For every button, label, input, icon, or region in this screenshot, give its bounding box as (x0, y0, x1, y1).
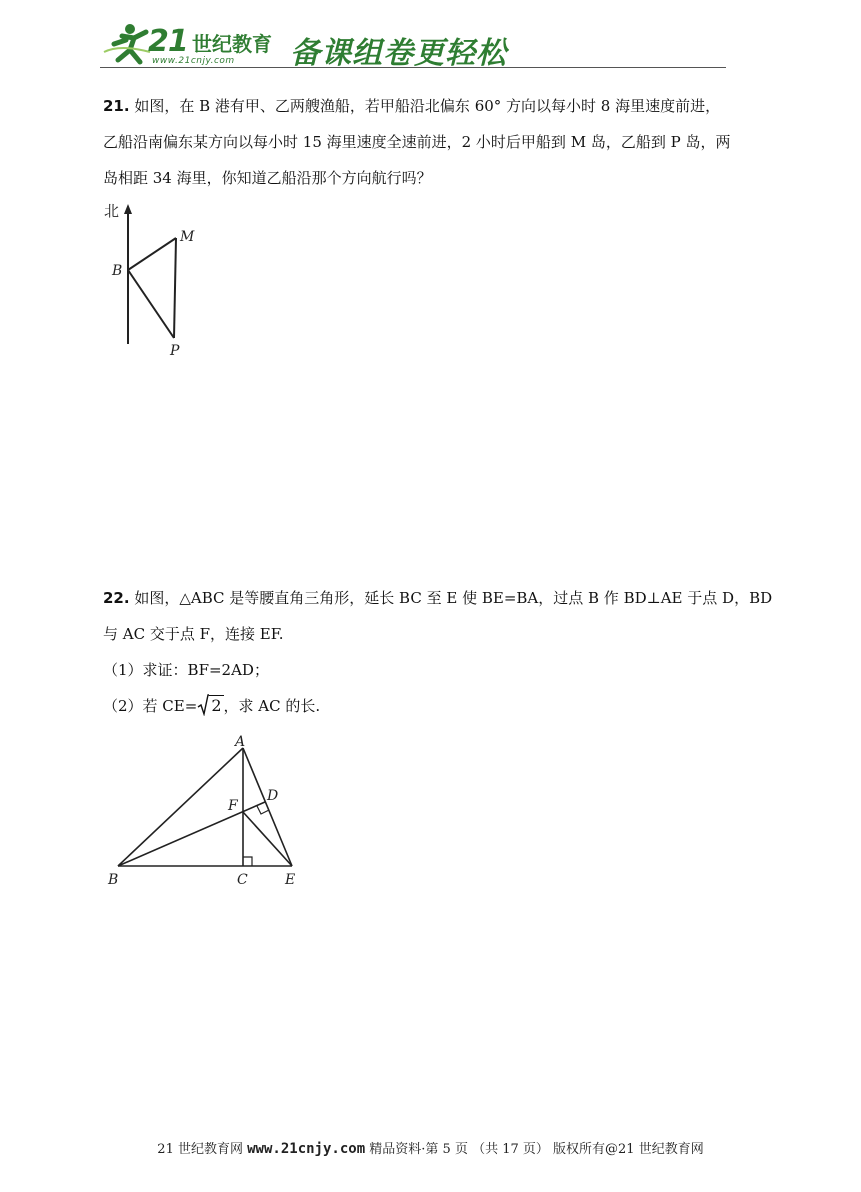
logo-text: 世纪教育 (192, 32, 272, 56)
segment-MP (174, 238, 176, 338)
page-header (100, 20, 730, 72)
question-21 (103, 88, 763, 196)
segment-BM (128, 238, 176, 270)
radicand: 2 (211, 696, 222, 715)
figure-21 (100, 198, 210, 360)
right-angle-mark-C (243, 857, 252, 866)
segment-BA (118, 748, 243, 866)
point-label-E: E (285, 872, 296, 888)
point-label-D: D (267, 788, 279, 804)
point-label-A: A (235, 734, 246, 750)
question-21-line-3: 岛相距 34 海里，你知道乙船沿那个方向航行吗？ (103, 169, 432, 187)
footer-info: 精品资料·第 5 页 （共 17 页） 版权所有@21 世纪教育网 (369, 1142, 704, 1157)
part-2-suffix: ，求 AC 的长. (223, 697, 321, 715)
point-label-P: P (170, 343, 180, 359)
sqrt-expression (197, 688, 223, 724)
page-footer (0, 1138, 861, 1157)
logo-number: 21 (148, 24, 188, 59)
question-21-line-1 (103, 88, 763, 124)
question-22-line-1 (103, 580, 773, 616)
question-text: 如图，在 B 港有甲、乙两艘渔船，若甲船沿北偏东 60° 方向以每小时 8 海里速度前进， (134, 97, 721, 115)
point-label-B: B (108, 872, 119, 888)
question-number: 22. (103, 589, 130, 607)
north-arrow-icon (124, 204, 132, 214)
point-label-F: F (228, 798, 238, 814)
question-22-part-2 (103, 688, 763, 724)
north-label: 北 (104, 202, 120, 220)
segment-BP (128, 270, 174, 338)
question-22-part-1: （1）求证：BF=2AD； (103, 661, 269, 679)
point-label-C: C (237, 872, 248, 888)
part-2-prefix: （2）若 CE= (103, 697, 198, 715)
question-text: 如图，△ABC 是等腰直角三角形，延长 BC 至 E 使 BE=BA，过点 B 作 BD⊥AE 于点 D，BD (134, 589, 773, 607)
footer-url[interactable]: www.21cnjy.com (247, 1141, 366, 1157)
footer-site: 21 世纪教育网 (157, 1142, 243, 1157)
point-label-B: B (112, 263, 123, 279)
point-label-M: M (180, 229, 195, 245)
question-number: 21. (103, 97, 130, 115)
question-22 (103, 580, 773, 724)
segment-AE (243, 748, 292, 866)
figure-22 (100, 730, 310, 890)
segment-FE (243, 812, 292, 866)
radical-sign-icon (197, 694, 209, 716)
header-divider (100, 67, 726, 68)
question-21-line-2: 乙船沿南偏东某方向以每小时 15 海里速度全速前进，2 小时后甲船到 M 岛，乙船到 P 岛，两 (103, 133, 731, 151)
header-slogan: 备课组卷更轻松 (290, 36, 507, 71)
runner-logo-icon (100, 22, 154, 66)
logo-url: www.21cnjy.com (152, 56, 235, 66)
question-22-line-2: 与 AC 交于点 F，连接 EF. (103, 625, 284, 643)
